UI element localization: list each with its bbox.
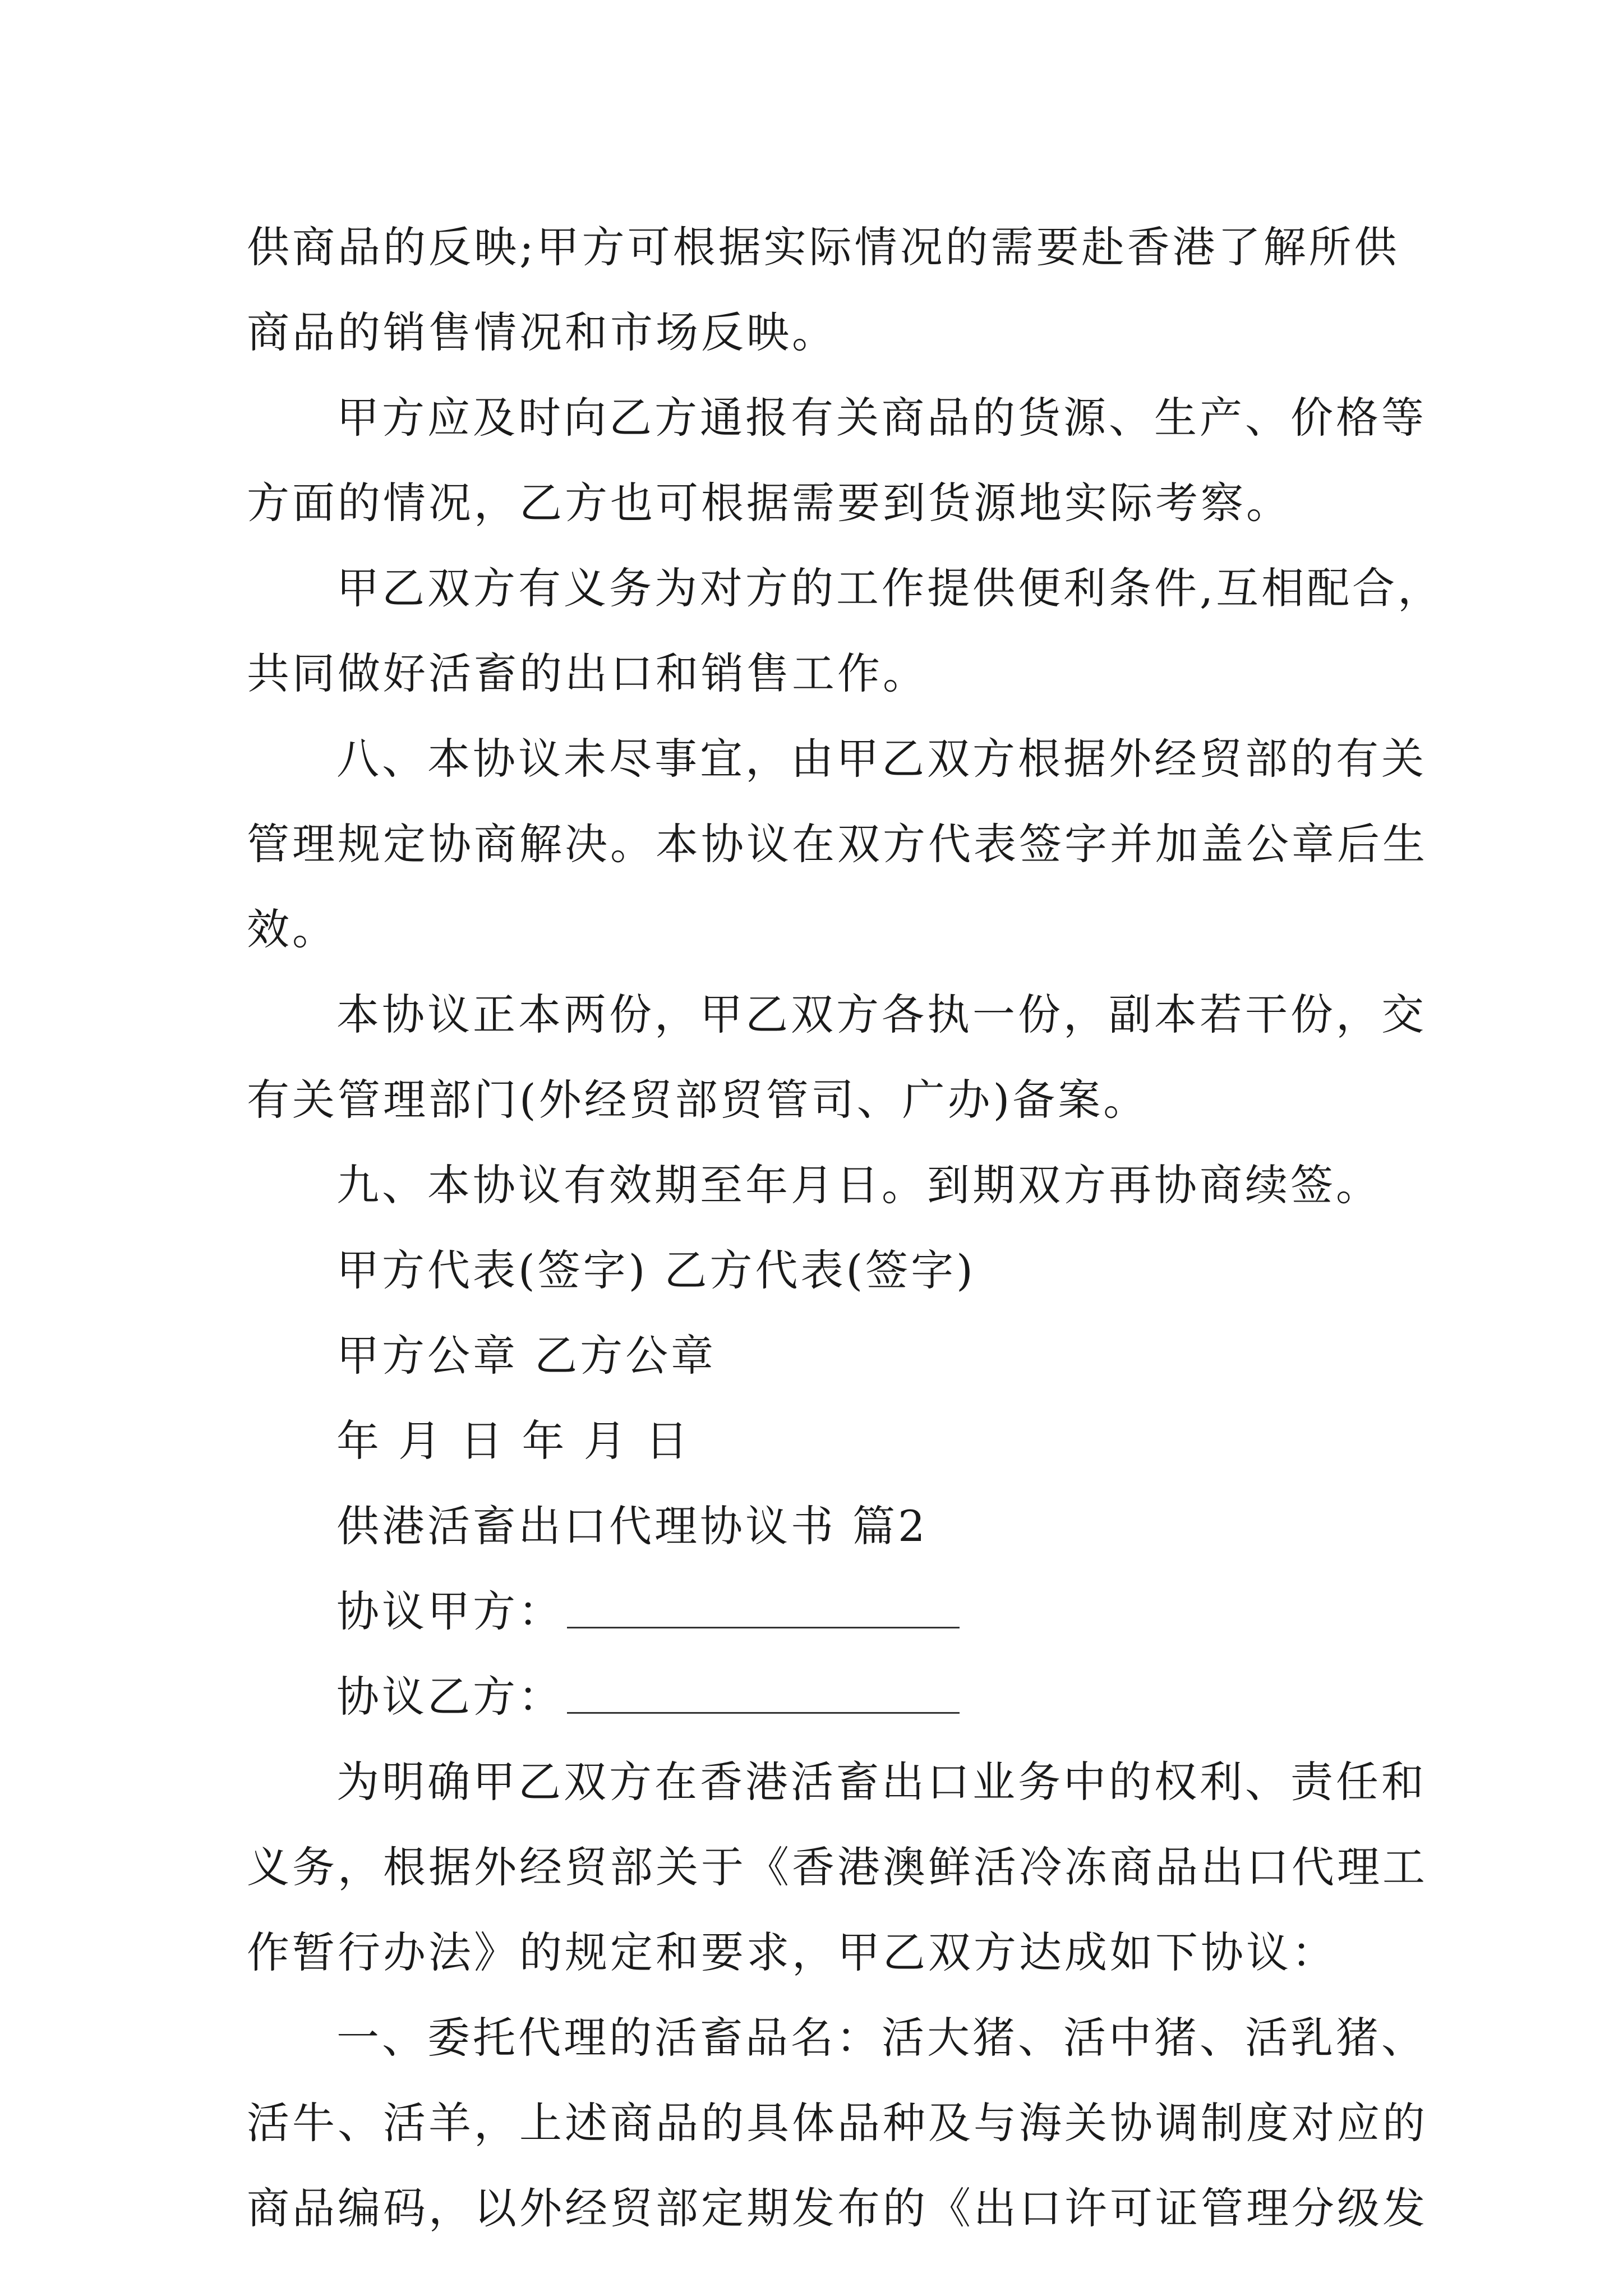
text-line: 方面的情况，乙方也可根据需要到货源地实际考察。	[247, 478, 1292, 528]
text-line: 管理规定协商解决。本协议在双方代表签字并加盖公章后生	[247, 819, 1428, 869]
text-line: 本协议正本两份，甲乙双方各执一份，副本若干份，交	[336, 990, 1427, 1039]
text-line: 义务，根据外经贸部关于《香港澳鲜活冷冻商品出口代理工	[247, 1842, 1428, 1892]
party-b-line	[247, 1654, 1396, 1740]
text-line: 八、本协议未尽事宜，由甲乙双方根据外经贸部的有关	[336, 734, 1427, 784]
text-line: 一、委托代理的活畜品名：活大猪、活中猪、活乳猪、	[336, 2013, 1427, 2063]
party-b-blank	[567, 1678, 960, 1714]
text-line: 商品的销售情况和市场反映。	[247, 307, 837, 357]
party-b-label: 协议乙方：	[336, 1672, 564, 1722]
seal-label-line: 甲方公章 乙方公章	[336, 1331, 717, 1381]
party-a-line	[247, 1569, 1396, 1654]
text-line: 有关管理部门(外经贸部贸管司、广办)备案。	[247, 1075, 1149, 1125]
text-line: 活牛、活羊，上述商品的具体品种及与海关协调制度对应的	[247, 2098, 1428, 2148]
party-a-label: 协议甲方：	[336, 1586, 564, 1636]
document-page	[247, 205, 1444, 2251]
text-line: 共同做好活畜的出口和销售工作。	[247, 648, 928, 698]
signature-label-line: 甲方代表(签字) 乙方代表(签字)	[336, 1245, 976, 1295]
text-line: 供商品的反映;甲方可根据实际情况的需要赴香港了解所供	[247, 222, 1400, 272]
text-line: 作暂行办法》的规定和要求，甲乙双方达成如下协议：	[247, 1927, 1337, 1977]
text-line: 甲方应及时向乙方通报有关商品的货源、生产、价格等	[336, 393, 1427, 443]
date-line: 年 月 日 年 月 日	[336, 1416, 691, 1466]
text-line: 商品编码，以外经贸部定期发布的《出口许可证管理分级发	[247, 2183, 1428, 2233]
text-line: 为明确甲乙双方在香港活畜出口业务中的权利、责任和	[336, 1757, 1427, 1807]
text-line: 效。	[247, 904, 338, 954]
text-line: 甲乙双方有义务为对方的工作提供便利条件,互相配合，	[336, 563, 1444, 613]
text-line: 九、本协议有效期至年月日。到期双方再协商续签。	[336, 1160, 1381, 1210]
section-title: 供港活畜出口代理协议书 篇2	[336, 1501, 928, 1551]
party-a-blank	[567, 1593, 960, 1628]
